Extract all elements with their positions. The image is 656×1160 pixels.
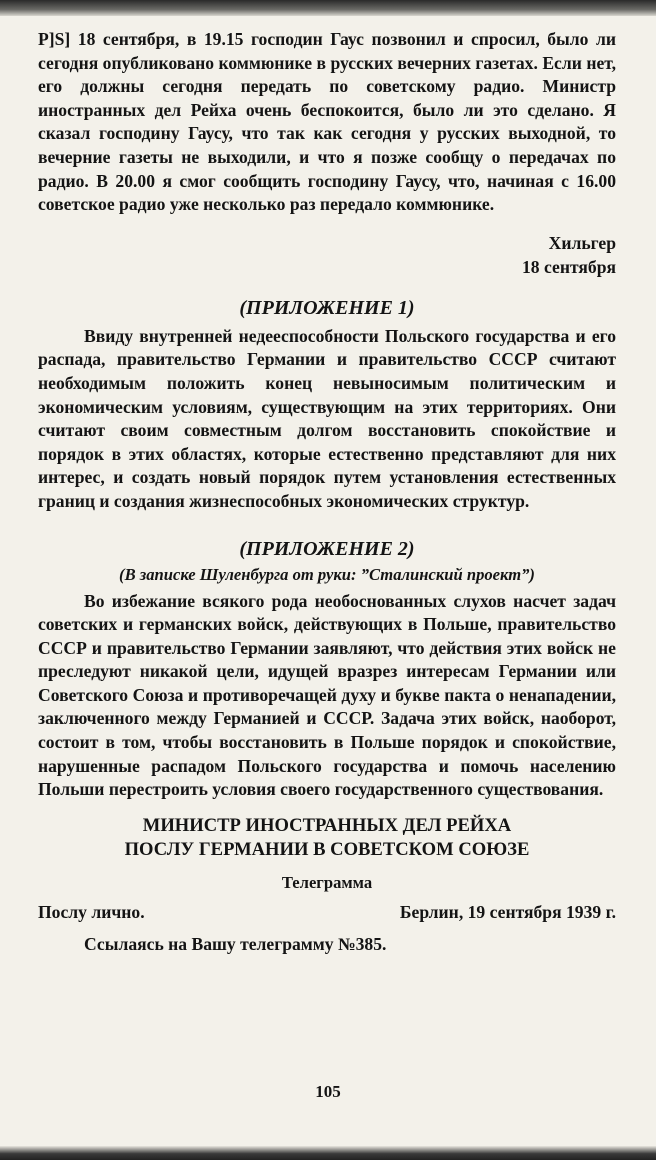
document-title-line-2: ПОСЛУ ГЕРМАНИИ В СОВЕТСКОМ СОЮЗЕ bbox=[124, 838, 530, 860]
appendix-2-note: (В записке Шуленбурга от руки: ”Сталинский проект”) bbox=[119, 564, 535, 584]
addressee-row bbox=[38, 900, 616, 924]
document-title-line-1: МИНИСТР ИНОСТРАННЫХ ДЕЛ РЕЙХА bbox=[142, 814, 512, 836]
appendix-2-text: Во избежание всякого рода необоснованных слухов насчет задач советских и германских войск, действующих в Польше, правительство СССР и правительство Германии заявляют, что действия этих войск не преследуют никакой цели, идущей вразрез интересам Германии или Советского Союза и противоречащей духу и букве пакта о ненападении, заключенного между Германией и СССР. Задача этих войск, наоборот, состоит в том, чтобы восстановить в Польше порядок и спокойствие, нарушенные распадом Польского государства и помочь населению Польши перестроить условия своего государственного существования. bbox=[38, 590, 616, 800]
appendix-1-heading: (ПРИЛОЖЕНИЕ 1) bbox=[239, 296, 415, 319]
signature-block bbox=[38, 231, 616, 279]
document-page bbox=[38, 28, 616, 956]
page-number: 105 bbox=[315, 1082, 341, 1101]
scan-edge-top bbox=[0, 0, 656, 16]
telegram-reference: Ссылаясь на Вашу телеграмму №385. bbox=[84, 933, 387, 954]
appendix-1-text: Ввиду внутренней недееспособности Польского государства и его распада, правительство Германии и правительство СССР считают необходимым положить конец невыносимым политическим и экономическим условиям, существующим на этих территориях. Они считают своим совместным долгом восстановить спокойствие и порядок в этих областях, которые естественно представляют для них интерес, и создать новый порядок путем установления естественных границ и создания жизнеспособных экономических структур. bbox=[38, 325, 616, 511]
signature-date: 18 сентября bbox=[522, 256, 616, 277]
signature-name: Хильгер bbox=[548, 232, 616, 253]
addressee: Послу лично. bbox=[38, 901, 145, 922]
appendix-2-heading: (ПРИЛОЖЕНИЕ 2) bbox=[239, 537, 415, 560]
paragraph-report: P]S] 18 сентября, в 19.15 господин Гаус позвонил и спросил, было ли сегодня опубликовано коммюнике в русских вечерних газетах. Если нет, его должны сегодня передать по советскому радио. Министр иностранных дел Рейха очень беспокоится, было ли это сделано. Я сказал господину Гаусу, что так как сегодня у русских выходной, то вечерние газеты не выходили, и что я позже сообщу о передачах по радио. В 20.00 я смог сообщить господину Гаусу, что, начиная с 16.00 советское радио уже несколько раз передало коммюнике. bbox=[38, 29, 616, 215]
scan-edge-bottom bbox=[0, 1146, 656, 1160]
document-type: Телеграмма bbox=[281, 872, 373, 892]
place-date: Берлин, 19 сентября 1939 г. bbox=[399, 901, 616, 922]
